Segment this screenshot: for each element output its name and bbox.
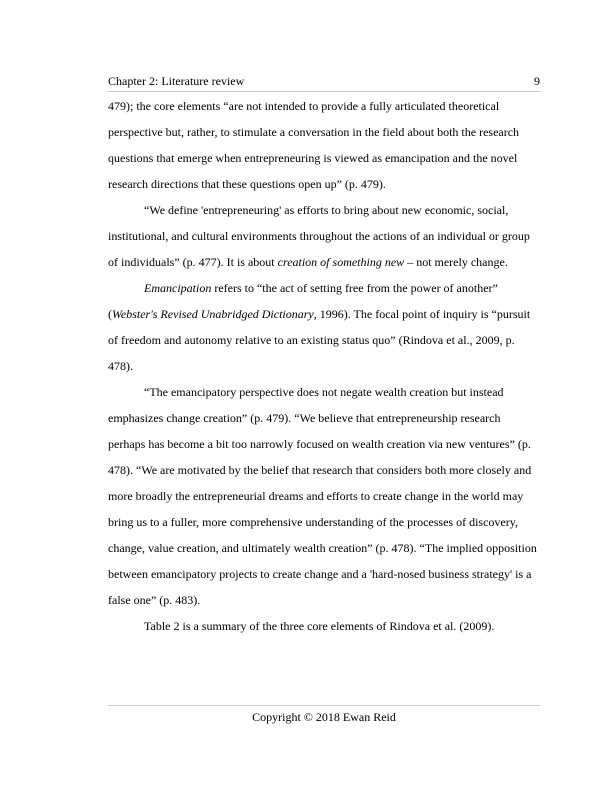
text-run: , 1996). The focal point of inquiry is “pursuit <box>313 307 531 321</box>
chapter-title: Chapter 2: Literature review <box>108 74 245 88</box>
page-footer <box>108 708 540 726</box>
copyright-notice: Copyright © 2018 Ewan Reid <box>252 710 396 724</box>
text-line: of freedom and autonomy relative to an existing status quo” (Rindova et al., 2009, p. <box>108 333 515 347</box>
text-run: of individuals” (p. 477). It is about <box>108 255 278 269</box>
text-run: refers to “the act of setting free from the power of another” <box>211 281 498 295</box>
text-line: 479); the core elements “are not intended to provide a fully articulated theoretical <box>108 99 500 113</box>
text-run: ( <box>108 307 112 321</box>
text-line: 478). <box>108 359 133 373</box>
text-line: “We define 'entrepreneuring' as efforts to bring about new economic, social, <box>144 203 509 217</box>
text-line <box>108 249 540 275</box>
text-line: change, value creation, and ultimately wealth creation” (p. 478). “The implied opposition <box>108 541 537 555</box>
text-line: emphasizes change creation” (p. 479). “We believe that entrepreneurship research <box>108 411 501 425</box>
italic-citation: Webster's Revised Unabridged Dictionary <box>112 307 314 321</box>
text-line: between emancipatory projects to create change and a 'hard-nosed business strategy' is a <box>108 567 532 581</box>
text-line: questions that emerge when entrepreneuring is viewed as emancipation and the novel <box>108 151 518 165</box>
text-line: bring us to a fuller, more comprehensive understanding of the processes of discovery, <box>108 515 518 529</box>
italic-phrase: creation of something new <box>277 255 405 269</box>
text-run: – not merely change. <box>404 255 508 269</box>
italic-term: Emancipation <box>144 281 212 295</box>
header-divider <box>108 91 540 92</box>
text-line: research directions that these questions open up” (p. 479). <box>108 177 386 191</box>
body-text <box>108 93 540 639</box>
page-header <box>108 72 540 90</box>
text-line: perspective but, rather, to stimulate a conversation in the field about both the research <box>108 125 520 139</box>
text-line: 478). “We are motivated by the belief that research that considers both more closely and <box>108 463 532 477</box>
text-line: institutional, and cultural environments throughout the actions of an individual or group <box>108 229 530 243</box>
text-line: perhaps has become a bit too narrowly focused on wealth creation via new ventures” (p. <box>108 437 531 451</box>
text-line: “The emancipatory perspective does not negate wealth creation but instead <box>144 385 504 399</box>
text-line: more broadly the entrepreneurial dreams and efforts to create change in the world may <box>108 489 524 503</box>
text-line <box>108 275 540 301</box>
footer-divider <box>108 705 540 706</box>
text-line: Table 2 is a summary of the three core elements of Rindova et al. (2009). <box>144 619 495 633</box>
page-number: 9 <box>534 74 540 88</box>
text-line <box>108 301 540 327</box>
text-line: false one” (p. 483). <box>108 593 201 607</box>
